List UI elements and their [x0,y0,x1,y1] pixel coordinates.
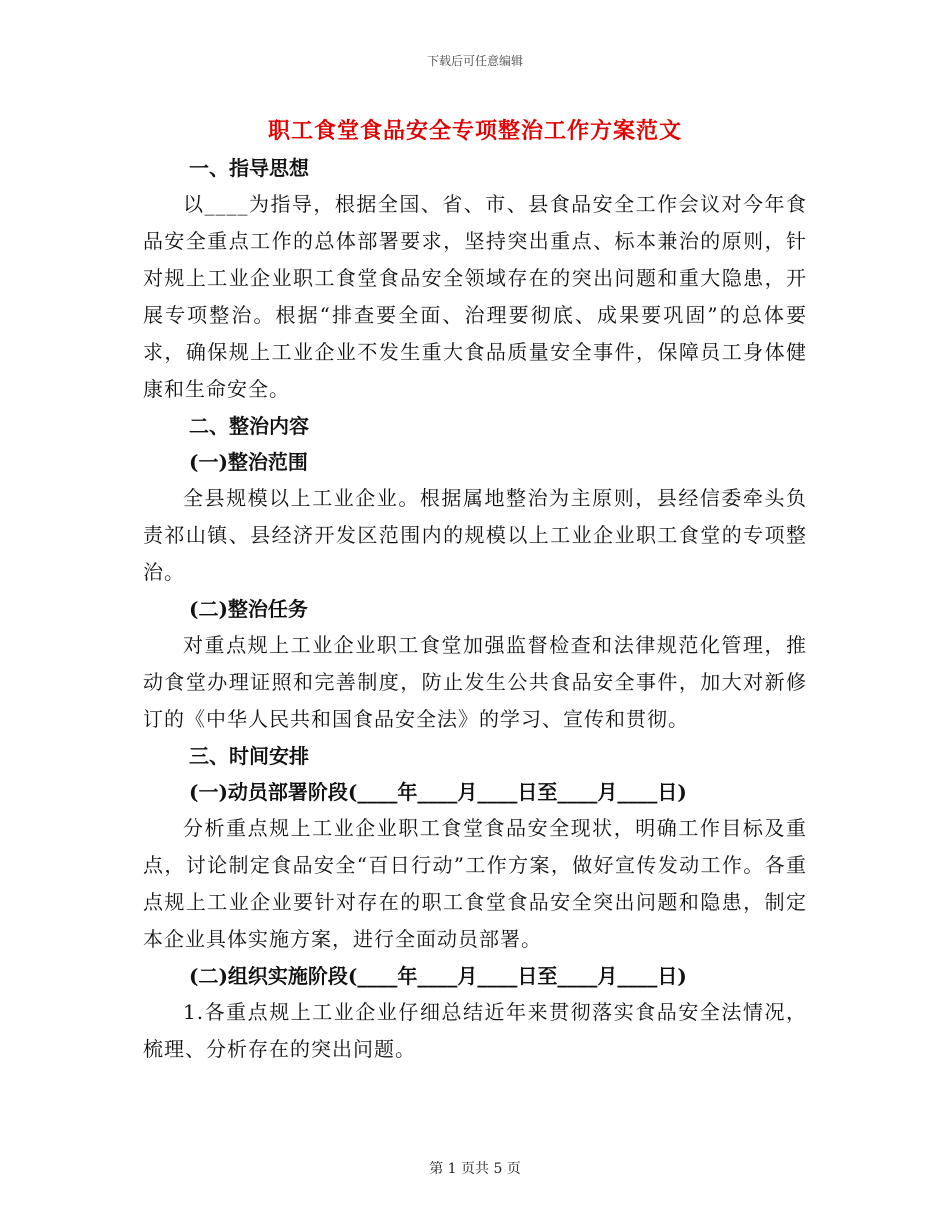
subheading-rectification-scope: (一)整治范围 [189,450,308,474]
section-heading-rectification-content: 二、整治内容 [189,414,309,438]
document-body [143,150,807,1068]
section-heading-guiding-ideology: 一、指导思想 [189,156,309,180]
paragraph-guiding-ideology: 以____为指导，根据全国、省、市、县食品安全工作会议对今年食品安全重点工作的总体部署要求，坚持突出重点、标本兼治的原则，针对规上工业企业职工食堂食品安全领域存在的突出问题和重大隐患，开展专项整治。根据“排查要全面、治理要彻底、成果要巩固”的总体要求，确保规上工业企业不发生重大食品质量安全事件，保障员工身体健康和生命安全。 [143,192,807,401]
paragraph-rectification-tasks: 对重点规上工业企业职工食堂加强监督检查和法律规范化管理，推动食堂办理证照和完善制度，防止发生公共食品安全事件，加大对新修订的《中华人民共和国食品安全法》的学习、宣传和贯彻。 [143,633,807,731]
page-header-note: 下载后可任意编辑 [426,54,523,68]
paragraph-mobilization-stage: 分析重点规上工业企业职工食堂食品安全现状，明确工作目标及重点，讨论制定食品安全“百日行动”工作方案，做好宣传发动工作。各重点规上工业企业要针对存在的职工食堂食品安全突出问题和隐患，制定本企业具体实施方案，进行全面动员部署。 [143,816,807,951]
subheading-mobilization-stage: (一)动员部署阶段(____年____月____日至____月____日) [189,780,687,804]
subheading-implementation-stage: (二)组织实施阶段(____年____月____日至____月____日) [189,964,687,988]
page-footer-page-number: 第 1 页共 5 页 [429,1161,521,1177]
document-title: 职工食堂食品安全专项整治工作方案范文 [267,118,682,144]
paragraph-implementation-item-1: 1.各重点规上工业企业仔细总结近年来贯彻落实食品安全法情况，梳理、分析存在的突出问题。 [143,1000,807,1061]
section-heading-schedule: 三、时间安排 [189,744,309,768]
paragraph-rectification-scope: 全县规模以上工业企业。根据属地整治为主原则，县经信委牵头负责祁山镇、县经济开发区范围内的规模以上工业企业职工食堂的专项整治。 [143,486,807,584]
subheading-rectification-tasks: (二)整治任务 [189,597,308,621]
